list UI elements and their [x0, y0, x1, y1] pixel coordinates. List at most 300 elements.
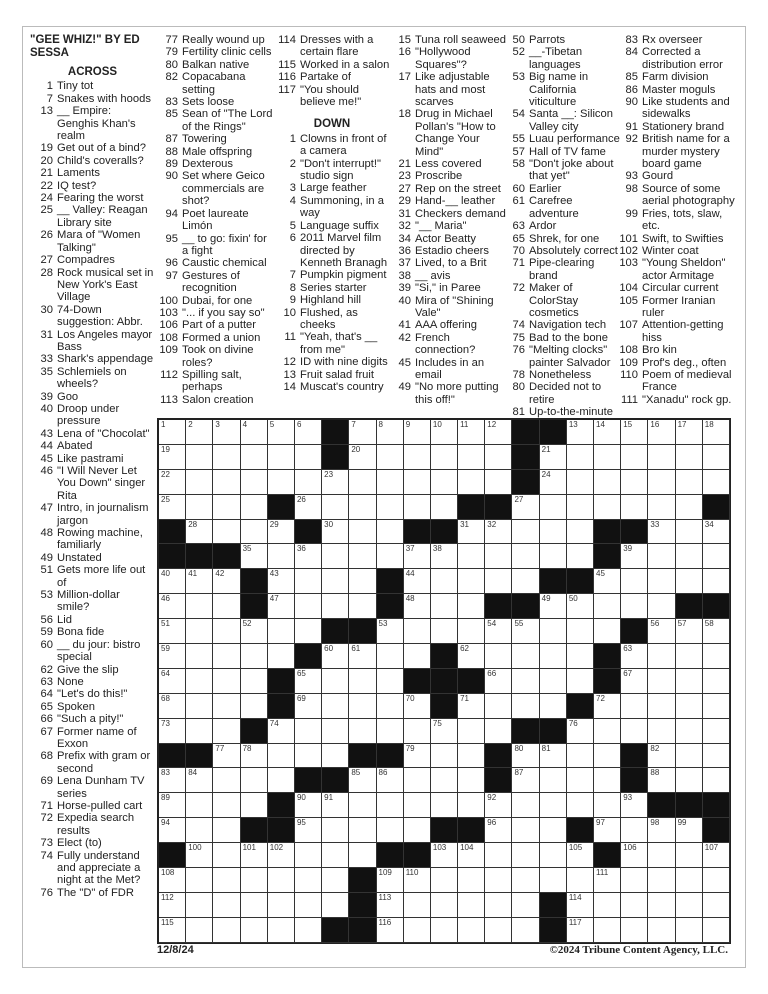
grid-cell[interactable] — [159, 445, 186, 470]
grid-cell[interactable] — [213, 495, 240, 520]
grid-cell[interactable] — [186, 793, 213, 818]
grid-cell[interactable] — [621, 495, 648, 520]
grid-cell[interactable] — [703, 868, 730, 893]
grid-cell[interactable] — [377, 520, 404, 545]
grid-cell[interactable] — [322, 569, 349, 594]
clue-item[interactable] — [30, 229, 155, 254]
clue-item[interactable] — [502, 319, 620, 331]
clue-item[interactable] — [30, 775, 155, 800]
grid-cell[interactable] — [186, 569, 213, 594]
clue-item[interactable] — [273, 232, 391, 269]
grid-cell[interactable] — [567, 644, 594, 669]
grid-cell[interactable] — [621, 445, 648, 470]
grid-cell[interactable] — [241, 544, 268, 569]
grid-cell[interactable] — [159, 669, 186, 694]
grid-cell[interactable] — [676, 918, 703, 943]
grid-cell[interactable] — [458, 520, 485, 545]
grid-cell[interactable] — [431, 445, 458, 470]
clue-item[interactable] — [273, 133, 391, 158]
clue-item[interactable] — [502, 233, 620, 245]
grid-cell[interactable] — [268, 445, 295, 470]
grid-cell[interactable] — [159, 594, 186, 619]
grid-cell[interactable] — [213, 420, 240, 445]
clue-item[interactable] — [502, 183, 620, 195]
grid-cell[interactable] — [594, 768, 621, 793]
grid-cell[interactable] — [485, 445, 512, 470]
clue-item[interactable] — [155, 59, 275, 71]
grid-cell[interactable] — [703, 544, 730, 569]
grid-cell[interactable] — [567, 868, 594, 893]
grid-cell[interactable] — [213, 569, 240, 594]
grid-cell[interactable] — [458, 544, 485, 569]
grid-cell[interactable] — [186, 843, 213, 868]
clue-item[interactable] — [388, 270, 506, 282]
grid-cell[interactable] — [594, 793, 621, 818]
grid-cell[interactable] — [241, 644, 268, 669]
grid-cell[interactable] — [648, 768, 675, 793]
clue-item[interactable] — [502, 282, 620, 319]
clue-item[interactable] — [30, 552, 155, 564]
grid-cell[interactable] — [213, 793, 240, 818]
grid-cell[interactable] — [349, 495, 376, 520]
grid-cell[interactable] — [295, 470, 322, 495]
grid-cell[interactable] — [186, 445, 213, 470]
clue-item[interactable] — [30, 676, 155, 688]
grid-cell[interactable] — [485, 893, 512, 918]
grid-cell[interactable] — [567, 520, 594, 545]
grid-cell[interactable] — [322, 495, 349, 520]
grid-cell[interactable] — [621, 843, 648, 868]
grid-cell[interactable] — [404, 445, 431, 470]
clue-item[interactable] — [30, 626, 155, 638]
grid-cell[interactable] — [213, 669, 240, 694]
grid-cell[interactable] — [404, 893, 431, 918]
grid-cell[interactable] — [458, 619, 485, 644]
grid-cell[interactable] — [648, 694, 675, 719]
grid-cell[interactable] — [268, 893, 295, 918]
clue-item[interactable] — [273, 269, 391, 281]
grid-cell[interactable] — [241, 420, 268, 445]
grid-cell[interactable] — [404, 768, 431, 793]
grid-cell[interactable] — [567, 470, 594, 495]
grid-cell[interactable] — [540, 644, 567, 669]
grid-cell[interactable] — [322, 544, 349, 569]
clue-item[interactable] — [155, 108, 275, 133]
grid-cell[interactable] — [676, 569, 703, 594]
clue-item[interactable] — [502, 245, 620, 257]
grid-cell[interactable] — [159, 470, 186, 495]
clue-item[interactable] — [502, 133, 620, 145]
grid-cell[interactable] — [349, 669, 376, 694]
grid-cell[interactable] — [703, 843, 730, 868]
grid-cell[interactable] — [322, 520, 349, 545]
clue-item[interactable] — [155, 34, 275, 46]
grid-cell[interactable] — [485, 470, 512, 495]
clue-item[interactable] — [388, 208, 506, 220]
clue-item[interactable] — [30, 155, 155, 167]
grid-cell[interactable] — [512, 544, 539, 569]
clue-item[interactable] — [30, 93, 155, 105]
grid-cell[interactable] — [540, 818, 567, 843]
grid-cell[interactable] — [186, 918, 213, 943]
clue-item[interactable] — [388, 195, 506, 207]
grid-cell[interactable] — [458, 644, 485, 669]
grid-cell[interactable] — [621, 594, 648, 619]
grid-cell[interactable] — [268, 520, 295, 545]
grid-cell[interactable] — [404, 719, 431, 744]
clue-item[interactable] — [388, 282, 506, 294]
grid-cell[interactable] — [349, 520, 376, 545]
grid-cell[interactable] — [648, 495, 675, 520]
grid-cell[interactable] — [268, 768, 295, 793]
clue-item[interactable] — [388, 357, 506, 382]
grid-cell[interactable] — [377, 918, 404, 943]
grid-cell[interactable] — [676, 445, 703, 470]
grid-cell[interactable] — [621, 470, 648, 495]
clue-item[interactable] — [615, 282, 740, 294]
clue-item[interactable] — [30, 701, 155, 713]
grid-cell[interactable] — [159, 420, 186, 445]
clue-item[interactable] — [30, 366, 155, 391]
grid-cell[interactable] — [241, 669, 268, 694]
clue-item[interactable] — [30, 428, 155, 440]
grid-cell[interactable] — [186, 644, 213, 669]
grid-cell[interactable] — [295, 893, 322, 918]
grid-cell[interactable] — [159, 694, 186, 719]
grid-cell[interactable] — [186, 495, 213, 520]
grid-cell[interactable] — [621, 420, 648, 445]
grid-cell[interactable] — [703, 719, 730, 744]
clue-item[interactable] — [388, 108, 506, 158]
grid-cell[interactable] — [404, 918, 431, 943]
grid-cell[interactable] — [295, 868, 322, 893]
clue-item[interactable] — [155, 46, 275, 58]
grid-cell[interactable] — [594, 495, 621, 520]
grid-cell[interactable] — [349, 544, 376, 569]
grid-cell[interactable] — [485, 843, 512, 868]
clue-item[interactable] — [155, 307, 275, 319]
grid-cell[interactable] — [703, 569, 730, 594]
grid-cell[interactable] — [349, 768, 376, 793]
grid-cell[interactable] — [322, 818, 349, 843]
grid-cell[interactable] — [540, 470, 567, 495]
grid-cell[interactable] — [621, 569, 648, 594]
grid-cell[interactable] — [485, 569, 512, 594]
clue-item[interactable] — [388, 319, 506, 331]
grid-cell[interactable] — [676, 544, 703, 569]
grid-cell[interactable] — [159, 868, 186, 893]
grid-cell[interactable] — [295, 594, 322, 619]
grid-cell[interactable] — [377, 868, 404, 893]
clue-item[interactable] — [155, 96, 275, 108]
grid-cell[interactable] — [377, 619, 404, 644]
grid-cell[interactable] — [404, 644, 431, 669]
grid-cell[interactable] — [676, 694, 703, 719]
grid-cell[interactable] — [485, 719, 512, 744]
clue-item[interactable] — [615, 357, 740, 369]
grid-cell[interactable] — [431, 569, 458, 594]
grid-cell[interactable] — [676, 669, 703, 694]
grid-cell[interactable] — [404, 495, 431, 520]
grid-cell[interactable] — [349, 569, 376, 594]
grid-cell[interactable] — [186, 520, 213, 545]
grid-cell[interactable] — [349, 843, 376, 868]
grid-cell[interactable] — [485, 420, 512, 445]
grid-cell[interactable] — [512, 793, 539, 818]
clue-item[interactable] — [273, 220, 391, 232]
grid-cell[interactable] — [621, 694, 648, 719]
grid-cell[interactable] — [241, 470, 268, 495]
grid-cell[interactable] — [458, 420, 485, 445]
grid-cell[interactable] — [594, 918, 621, 943]
grid-cell[interactable] — [377, 495, 404, 520]
grid-cell[interactable] — [159, 768, 186, 793]
grid-cell[interactable] — [431, 768, 458, 793]
grid-cell[interactable] — [512, 818, 539, 843]
grid-cell[interactable] — [512, 918, 539, 943]
grid-cell[interactable] — [567, 768, 594, 793]
grid-cell[interactable] — [268, 868, 295, 893]
grid-cell[interactable] — [322, 744, 349, 769]
grid-cell[interactable] — [349, 594, 376, 619]
grid-cell[interactable] — [349, 420, 376, 445]
grid-cell[interactable] — [431, 918, 458, 943]
clue-item[interactable] — [615, 344, 740, 356]
grid-cell[interactable] — [295, 843, 322, 868]
clue-item[interactable] — [30, 589, 155, 614]
grid-cell[interactable] — [404, 868, 431, 893]
grid-cell[interactable] — [431, 719, 458, 744]
clue-item[interactable] — [388, 233, 506, 245]
grid-cell[interactable] — [648, 470, 675, 495]
grid-cell[interactable] — [648, 445, 675, 470]
grid-cell[interactable] — [159, 818, 186, 843]
grid-cell[interactable] — [349, 470, 376, 495]
grid-cell[interactable] — [512, 744, 539, 769]
grid-cell[interactable] — [186, 669, 213, 694]
grid-cell[interactable] — [458, 744, 485, 769]
grid-cell[interactable] — [213, 868, 240, 893]
grid-cell[interactable] — [676, 843, 703, 868]
grid-cell[interactable] — [540, 843, 567, 868]
grid-cell[interactable] — [404, 470, 431, 495]
grid-cell[interactable] — [213, 520, 240, 545]
clue-item[interactable] — [30, 167, 155, 179]
grid-cell[interactable] — [621, 918, 648, 943]
grid-cell[interactable] — [676, 818, 703, 843]
grid-cell[interactable] — [621, 793, 648, 818]
grid-cell[interactable] — [676, 768, 703, 793]
clue-item[interactable] — [273, 34, 391, 59]
grid-cell[interactable] — [540, 495, 567, 520]
grid-cell[interactable] — [213, 744, 240, 769]
grid-cell[interactable] — [703, 768, 730, 793]
grid-cell[interactable] — [540, 445, 567, 470]
grid-cell[interactable] — [676, 868, 703, 893]
clue-item[interactable] — [273, 307, 391, 332]
grid-cell[interactable] — [431, 843, 458, 868]
grid-cell[interactable] — [648, 918, 675, 943]
grid-cell[interactable] — [485, 544, 512, 569]
grid-cell[interactable] — [241, 495, 268, 520]
clue-item[interactable] — [615, 34, 740, 46]
grid-cell[interactable] — [703, 470, 730, 495]
clue-item[interactable] — [615, 245, 740, 257]
grid-cell[interactable] — [241, 520, 268, 545]
grid-cell[interactable] — [648, 569, 675, 594]
grid-cell[interactable] — [431, 594, 458, 619]
grid-cell[interactable] — [594, 445, 621, 470]
clue-item[interactable] — [273, 195, 391, 220]
grid-cell[interactable] — [594, 619, 621, 644]
grid-cell[interactable] — [268, 569, 295, 594]
grid-cell[interactable] — [621, 719, 648, 744]
clue-item[interactable] — [155, 369, 275, 394]
grid-cell[interactable] — [458, 918, 485, 943]
grid-cell[interactable] — [512, 520, 539, 545]
clue-item[interactable] — [30, 391, 155, 403]
clue-item[interactable] — [502, 332, 620, 344]
clue-item[interactable] — [615, 170, 740, 182]
grid-cell[interactable] — [268, 719, 295, 744]
clue-item[interactable] — [155, 133, 275, 145]
grid-cell[interactable] — [404, 694, 431, 719]
clue-item[interactable] — [502, 369, 620, 381]
grid-cell[interactable] — [377, 445, 404, 470]
grid-cell[interactable] — [186, 694, 213, 719]
grid-cell[interactable] — [322, 644, 349, 669]
clue-item[interactable] — [155, 344, 275, 369]
grid-cell[interactable] — [648, 893, 675, 918]
clue-item[interactable] — [388, 170, 506, 182]
clue-item[interactable] — [615, 257, 740, 282]
grid-cell[interactable] — [703, 893, 730, 918]
grid-cell[interactable] — [322, 719, 349, 744]
clue-item[interactable] — [273, 381, 391, 393]
grid-cell[interactable] — [295, 793, 322, 818]
grid-cell[interactable] — [213, 719, 240, 744]
clue-item[interactable] — [615, 96, 740, 121]
grid-cell[interactable] — [567, 843, 594, 868]
grid-cell[interactable] — [594, 470, 621, 495]
grid-cell[interactable] — [377, 669, 404, 694]
grid-cell[interactable] — [567, 594, 594, 619]
grid-cell[interactable] — [485, 694, 512, 719]
grid-cell[interactable] — [648, 619, 675, 644]
clue-item[interactable] — [155, 71, 275, 96]
grid-cell[interactable] — [186, 420, 213, 445]
grid-cell[interactable] — [213, 768, 240, 793]
clue-item[interactable] — [388, 183, 506, 195]
clue-item[interactable] — [155, 257, 275, 269]
grid-cell[interactable] — [213, 470, 240, 495]
grid-cell[interactable] — [213, 694, 240, 719]
grid-cell[interactable] — [540, 868, 567, 893]
grid-cell[interactable] — [431, 495, 458, 520]
clue-item[interactable] — [388, 245, 506, 257]
crossword-grid[interactable] — [157, 418, 731, 944]
grid-cell[interactable] — [431, 744, 458, 769]
grid-cell[interactable] — [676, 893, 703, 918]
grid-cell[interactable] — [458, 569, 485, 594]
grid-cell[interactable] — [159, 495, 186, 520]
grid-cell[interactable] — [159, 918, 186, 943]
grid-cell[interactable] — [295, 619, 322, 644]
clue-item[interactable] — [30, 453, 155, 465]
grid-cell[interactable] — [241, 445, 268, 470]
grid-cell[interactable] — [431, 470, 458, 495]
grid-cell[interactable] — [540, 619, 567, 644]
grid-cell[interactable] — [295, 694, 322, 719]
grid-cell[interactable] — [485, 818, 512, 843]
clue-item[interactable] — [30, 304, 155, 329]
grid-cell[interactable] — [458, 694, 485, 719]
clue-item[interactable] — [615, 183, 740, 208]
grid-cell[interactable] — [485, 793, 512, 818]
grid-cell[interactable] — [186, 893, 213, 918]
grid-cell[interactable] — [621, 893, 648, 918]
grid-cell[interactable] — [594, 868, 621, 893]
grid-cell[interactable] — [213, 644, 240, 669]
clue-item[interactable] — [502, 344, 620, 369]
grid-cell[interactable] — [241, 793, 268, 818]
clue-item[interactable] — [273, 182, 391, 194]
grid-cell[interactable] — [648, 843, 675, 868]
grid-cell[interactable] — [567, 719, 594, 744]
clue-item[interactable] — [273, 356, 391, 368]
grid-cell[interactable] — [540, 744, 567, 769]
grid-cell[interactable] — [241, 694, 268, 719]
grid-cell[interactable] — [621, 669, 648, 694]
grid-cell[interactable] — [648, 520, 675, 545]
clue-item[interactable] — [615, 133, 740, 170]
grid-cell[interactable] — [567, 793, 594, 818]
clue-item[interactable] — [30, 713, 155, 725]
grid-cell[interactable] — [676, 644, 703, 669]
clue-item[interactable] — [615, 394, 740, 406]
grid-cell[interactable] — [485, 644, 512, 669]
grid-cell[interactable] — [648, 868, 675, 893]
grid-cell[interactable] — [241, 868, 268, 893]
grid-cell[interactable] — [377, 544, 404, 569]
clue-item[interactable] — [615, 233, 740, 245]
grid-cell[interactable] — [377, 893, 404, 918]
clue-item[interactable] — [30, 403, 155, 428]
clue-item[interactable] — [30, 80, 155, 92]
grid-cell[interactable] — [295, 744, 322, 769]
clue-item[interactable] — [273, 71, 391, 83]
clue-item[interactable] — [615, 208, 740, 233]
clue-item[interactable] — [273, 84, 391, 109]
grid-cell[interactable] — [567, 544, 594, 569]
grid-cell[interactable] — [703, 520, 730, 545]
grid-cell[interactable] — [377, 793, 404, 818]
grid-cell[interactable] — [404, 619, 431, 644]
grid-cell[interactable] — [377, 694, 404, 719]
grid-cell[interactable] — [268, 420, 295, 445]
clue-item[interactable] — [502, 381, 620, 406]
grid-cell[interactable] — [594, 569, 621, 594]
grid-cell[interactable] — [621, 818, 648, 843]
grid-cell[interactable] — [485, 669, 512, 694]
clue-item[interactable] — [388, 158, 506, 170]
grid-cell[interactable] — [567, 445, 594, 470]
grid-cell[interactable] — [648, 744, 675, 769]
grid-cell[interactable] — [458, 843, 485, 868]
grid-cell[interactable] — [594, 420, 621, 445]
clue-item[interactable] — [388, 34, 506, 46]
grid-cell[interactable] — [648, 420, 675, 445]
